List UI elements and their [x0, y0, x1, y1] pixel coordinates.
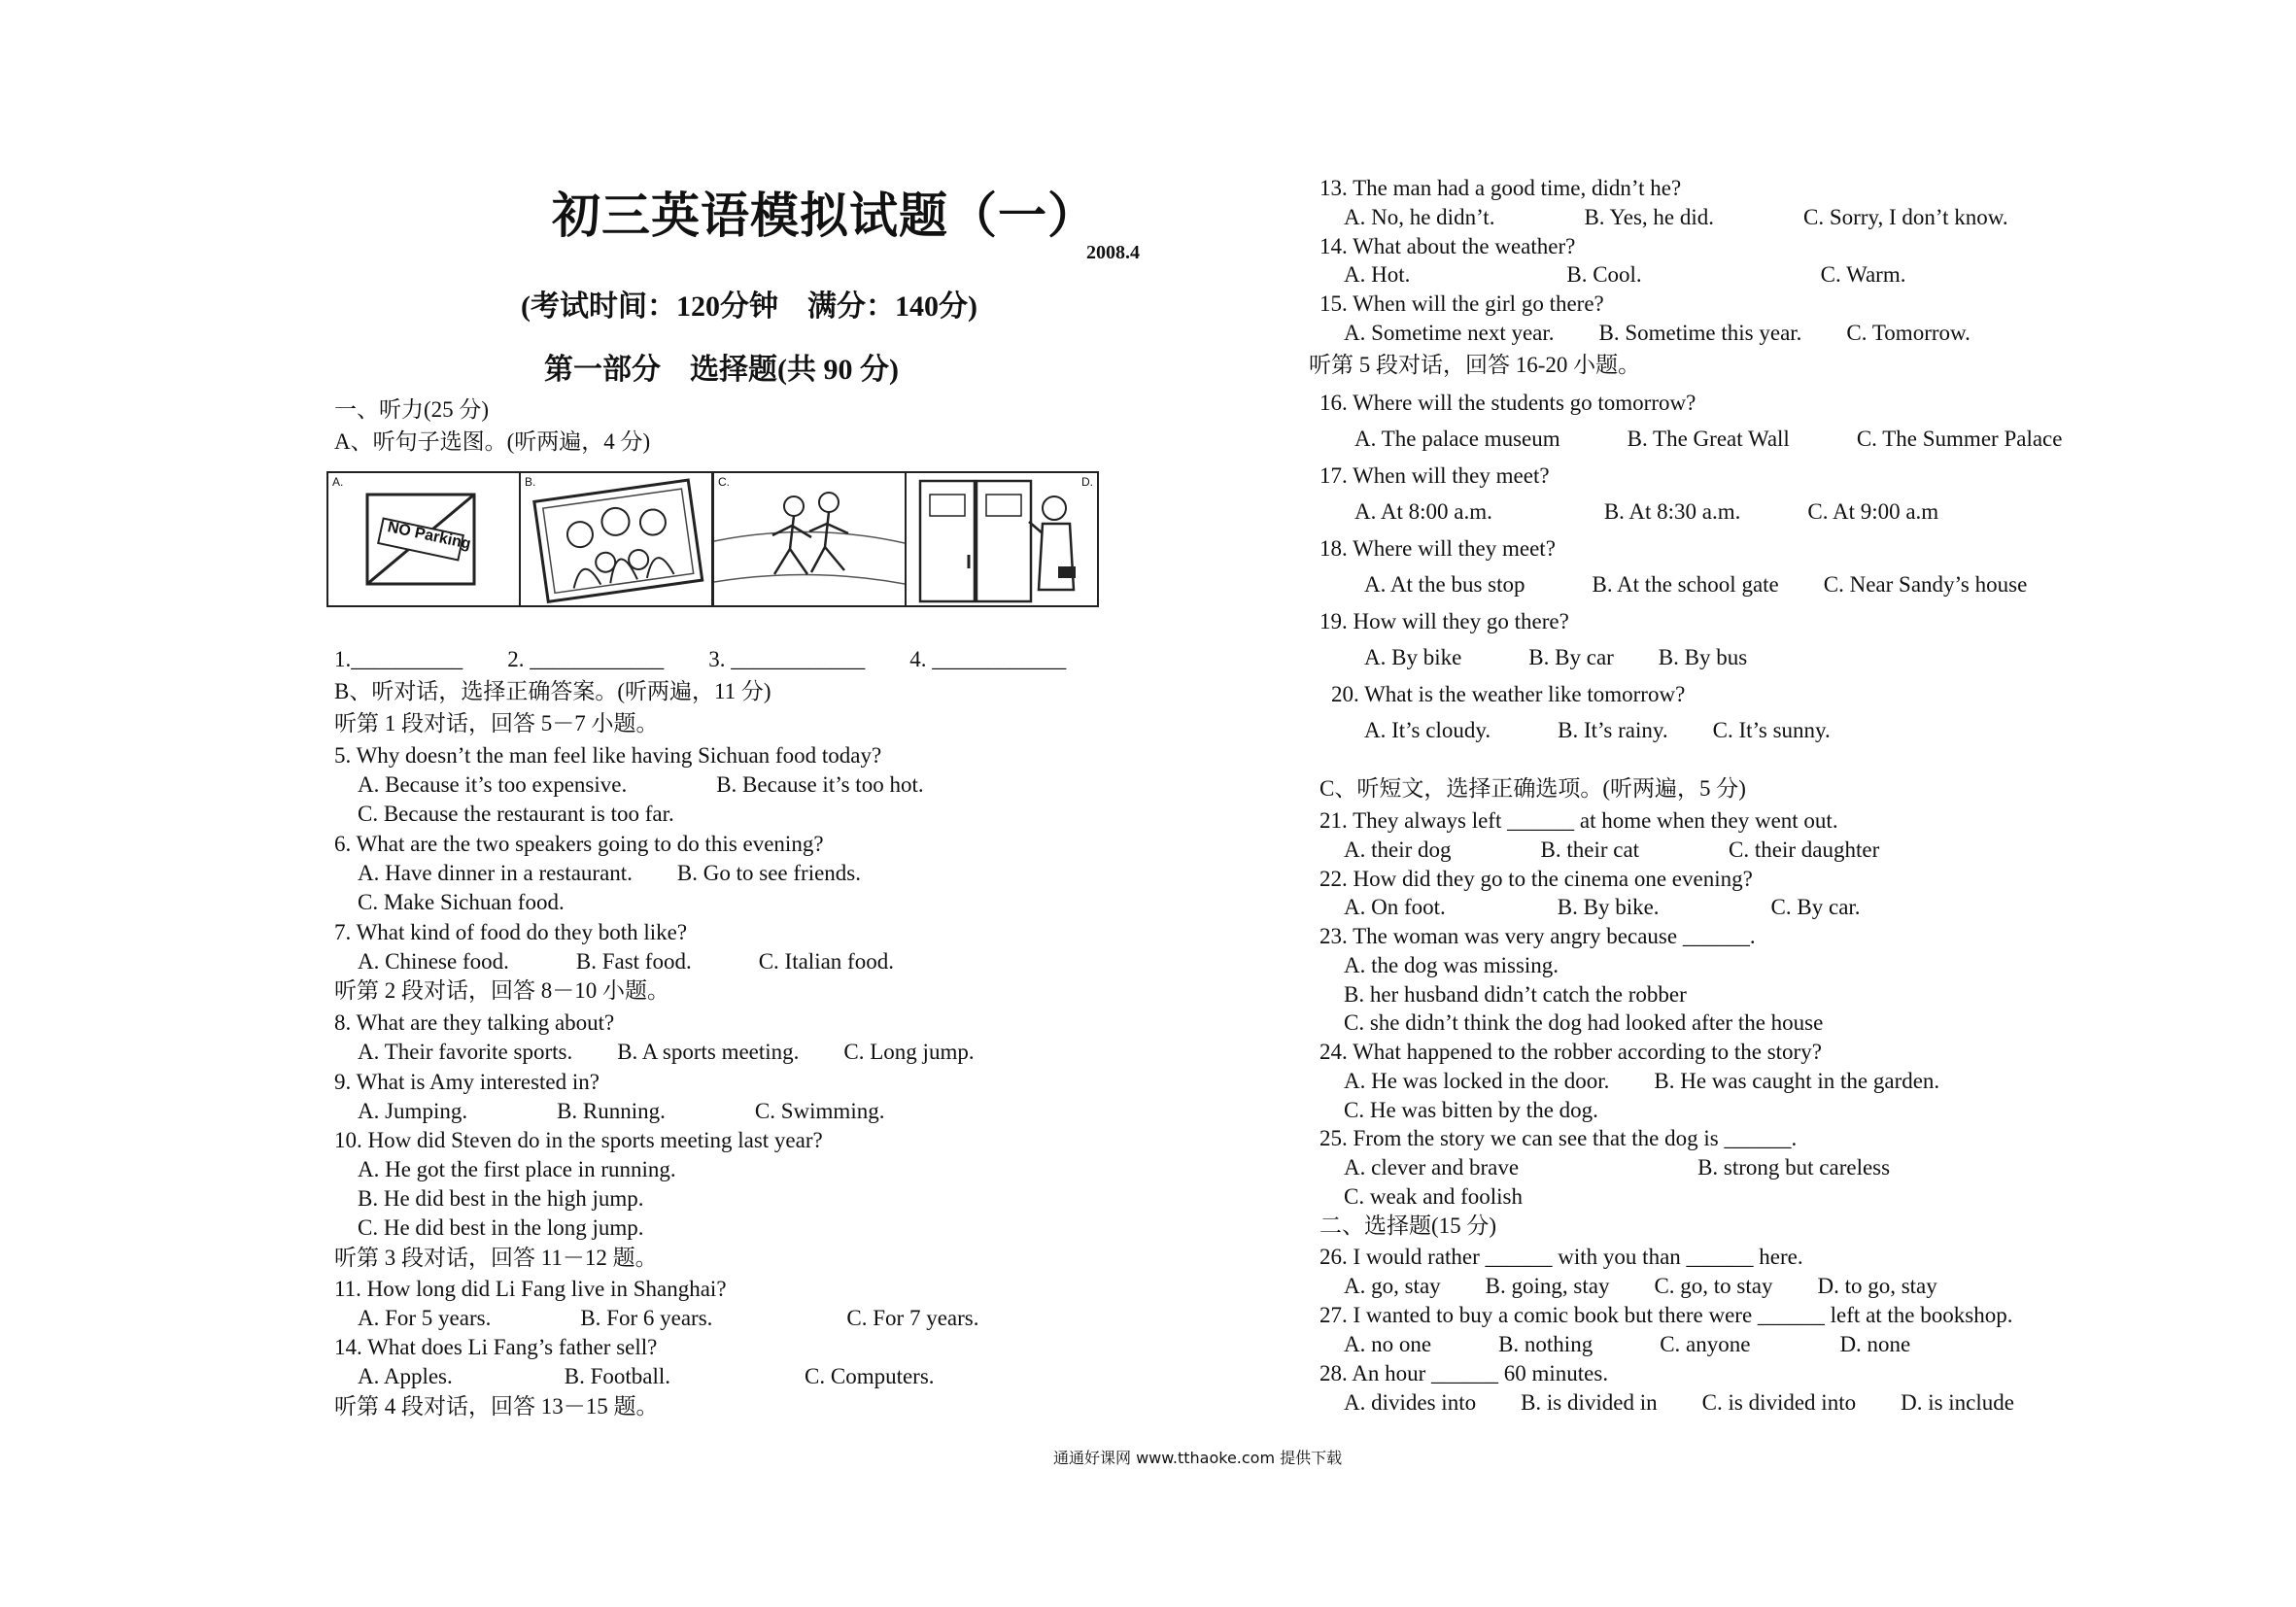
question-26: 26. I would rather ______ with you than ______ here. [1319, 1245, 1803, 1269]
question-24-option-c[interactable]: C. He was bitten by the dog. [1344, 1098, 1598, 1122]
section-listening: 一、听力(25 分) [334, 397, 490, 422]
question-8-options[interactable]: A. Their favorite sports. B. A sports meeting. C. Long jump. [358, 1040, 975, 1064]
question-16: 16. Where will the students go tomorrow? [1319, 391, 1696, 415]
question-9: 9. What is Amy interested in? [334, 1070, 600, 1094]
question-27: 27. I wanted to buy a comic book but there were ______ left at the bookshop. [1319, 1303, 2013, 1327]
question-10-option-c[interactable]: C. He did best in the long jump. [358, 1215, 644, 1240]
question-6: 6. What are the two speakers going to do this evening? [334, 832, 824, 856]
question-14-left: 14. What does Li Fang’s father sell? [334, 1335, 658, 1359]
question-18-options[interactable]: A. At the bus stop B. At the school gate C. Near Sandy’s house [1364, 572, 2028, 597]
question-7-options[interactable]: A. Chinese food. B. Fast food. C. Italian food. [358, 949, 894, 974]
question-23: 23. The woman was very angry because ______. [1319, 924, 1756, 948]
question-13: 13. The man had a good time, didn’t he? [1319, 176, 1682, 200]
picture-d [905, 471, 1099, 607]
picture-a [326, 471, 521, 607]
picture-b [519, 471, 713, 607]
question-23-option-c[interactable]: C. she didn’t think the dog had looked after the house [1344, 1010, 1824, 1035]
exam-info: (考试时间：120分钟 满分：140分) [521, 291, 977, 323]
dialogue-5-instruction: 听第 5 段对话，回答 16-20 小题。 [1309, 353, 1641, 377]
question-15-options[interactable]: A. Sometime next year. B. Sometime this year. C. Tomorrow. [1344, 321, 1970, 345]
section-choice: 二、选择题(15 分) [1319, 1214, 1497, 1238]
question-19: 19. How will they go there? [1319, 609, 1569, 633]
picture-a-label: A. [332, 475, 344, 489]
part-a-heading: A、听句子选图。(听两遍，4 分) [334, 429, 651, 454]
exam-title: 初三英语模拟试题（一） [552, 188, 1097, 243]
question-25-option-c[interactable]: C. weak and foolish [1344, 1184, 1523, 1209]
dialogue-3-instruction: 听第 3 段对话，回答 11－12 题。 [334, 1246, 658, 1270]
family-photo-icon [521, 473, 711, 605]
question-17-options[interactable]: A. At 8:00 a.m. B. At 8:30 a.m. C. At 9:00 a.m [1354, 499, 1939, 524]
dialogue-4-instruction: 听第 4 段对话，回答 13－15 题。 [334, 1394, 659, 1419]
question-10-option-a[interactable]: A. He got the first place in running. [358, 1157, 676, 1181]
question-22: 22. How did they go to the cinema one evening? [1319, 867, 1753, 891]
question-19-options[interactable]: A. By bike B. By car B. By bus [1364, 645, 1748, 669]
question-8: 8. What are they talking about? [334, 1010, 615, 1035]
dialogue-1-instruction: 听第 1 段对话，回答 5－7 小题。 [334, 711, 659, 735]
question-6-options-ab[interactable]: A. Have dinner in a restaurant. B. Go to see friends. [358, 861, 861, 885]
footer-source: 通通好课网 www.tthaoke.com 提供下载 [1053, 1449, 1343, 1467]
question-13-options[interactable]: A. No, he didn’t. B. Yes, he did. C. Sorry, I don’t know. [1344, 205, 2008, 229]
question-25: 25. From the story we can see that the dog is ______. [1319, 1126, 1798, 1150]
question-10-option-b[interactable]: B. He did best in the high jump. [358, 1186, 644, 1211]
question-21: 21. They always left ______ at home when they went out. [1319, 808, 1838, 833]
picture-c-label: C. [718, 475, 730, 489]
question-15: 15. When will the girl go there? [1319, 291, 1604, 316]
question-14: 14. What about the weather? [1319, 234, 1576, 258]
question-14-left-options[interactable]: A. Apples. B. Football. C. Computers. [358, 1364, 935, 1388]
exam-date: 2008.4 [1086, 242, 1140, 263]
question-24: 24. What happened to the robber according to the story? [1319, 1040, 1822, 1064]
question-27-options[interactable]: A. no one B. nothing C. anyone D. none [1344, 1332, 1911, 1356]
question-9-options[interactable]: A. Jumping. B. Running. C. Swimming. [358, 1099, 885, 1123]
question-22-options[interactable]: A. On foot. B. By bike. C. By car. [1344, 895, 1861, 919]
picture-d-label: D. [1081, 475, 1093, 489]
no-parking-text: NO Parking [386, 519, 473, 553]
question-23-option-b[interactable]: B. her husband didn’t catch the robber [1344, 982, 1687, 1007]
question-11: 11. How long did Li Fang live in Shanghai? [334, 1277, 727, 1301]
question-28: 28. An hour ______ 60 minutes. [1319, 1361, 1609, 1385]
question-28-options[interactable]: A. divides into B. is divided in C. is divided into D. is include [1344, 1390, 2014, 1415]
question-14-options[interactable]: A. Hot. B. Cool. C. Warm. [1344, 262, 1906, 287]
part-c-heading: C、听短文，选择正确选项。(听两遍，5 分) [1319, 776, 1746, 801]
question-23-option-a[interactable]: A. the dog was missing. [1344, 953, 1559, 977]
question-17: 17. When will they meet? [1319, 463, 1550, 488]
runners-icon [714, 473, 905, 605]
answer-blanks[interactable]: 1.__________ 2. ____________ 3. ____________ 4. ____________ [334, 647, 1067, 671]
dialogue-2-instruction: 听第 2 段对话，回答 8－10 小题。 [334, 978, 669, 1003]
question-7: 7. What kind of food do they both like? [334, 920, 688, 944]
question-5-option-c[interactable]: C. Because the restaurant is too far. [358, 802, 674, 826]
question-5: 5. Why doesn’t the man feel like having Sichuan food today? [334, 743, 882, 768]
part-title: 第一部分 选择题(共 90 分) [544, 354, 899, 386]
picture-b-label: B. [525, 475, 536, 489]
question-10: 10. How did Steven do in the sports meeting last year? [334, 1128, 823, 1152]
question-5-options-ab[interactable]: A. Because it’s too expensive. B. Because it’s too hot. [358, 772, 924, 797]
question-20: 20. What is the weather like tomorrow? [1331, 682, 1686, 706]
question-6-option-c[interactable]: C. Make Sichuan food. [358, 890, 565, 914]
question-20-options[interactable]: A. It’s cloudy. B. It’s rainy. C. It’s sunny. [1364, 718, 1831, 742]
question-11-options[interactable]: A. For 5 years. B. For 6 years. C. For 7 years. [358, 1306, 979, 1330]
question-18: 18. Where will they meet? [1319, 536, 1556, 561]
question-21-options[interactable]: A. their dog B. their cat C. their daughter [1344, 838, 1880, 862]
man-at-door-icon [907, 473, 1097, 605]
question-26-options[interactable]: A. go, stay B. going, stay C. go, to stay D. to go, stay [1344, 1274, 1937, 1298]
question-25-options-ab[interactable]: A. clever and brave B. strong but careless [1344, 1155, 1891, 1180]
question-24-options-ab[interactable]: A. He was locked in the door. B. He was caught in the garden. [1344, 1069, 1940, 1093]
question-16-options[interactable]: A. The palace museum B. The Great Wall C. The Summer Palace [1354, 427, 2063, 451]
picture-c [712, 471, 907, 607]
part-b-heading: B、听对话，选择正确答案。(听两遍，11 分) [334, 679, 771, 703]
